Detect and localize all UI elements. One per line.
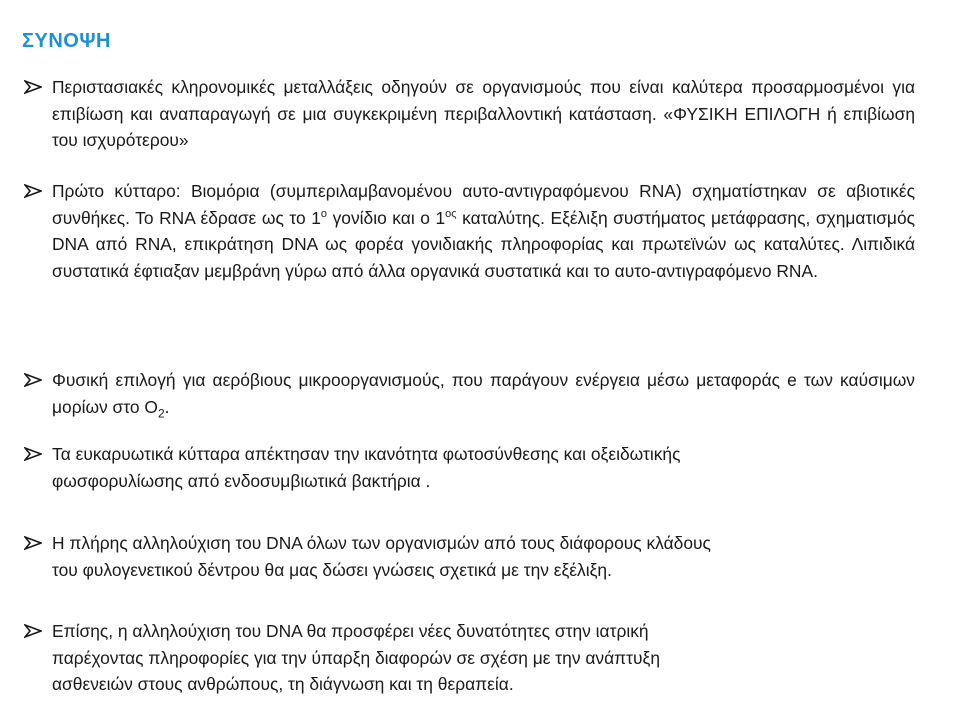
bullet-text-6-line-3: ασθενειών στους ανθρώπους, τη διάγνωση και τη θεραπεία. <box>52 674 514 695</box>
bullet-text-3-part-1: Φυσική επιλογή για αερόβιους μικροοργανισμούς, που παράγουν ενέργεια μέσω μεταφοράς e των καύσιμων μορίων στο O <box>52 370 915 417</box>
subscript-2: 2 <box>157 406 165 421</box>
bullet-item-2 <box>22 178 915 284</box>
bullet-text-6-line-2: παρέχοντας πληροφορίες για την ύπαρξη διαφορών σε σχέση με την ανάπτυξη <box>52 647 661 668</box>
bullet-item-4 <box>22 441 915 494</box>
bullet-text-5-line-1: Η πλήρης αλληλούχιση του DNA όλων των οργανισμών από τους διάφορους κλάδους <box>52 533 711 553</box>
bullet-text-5 <box>52 530 915 583</box>
arrowhead-bullet-icon <box>22 441 52 465</box>
bullet-text-4-line-1: Τα ευκαρυωτικά κύτταρα απέκτησαν την ικανότητα φωτοσύνθεσης και οξειδωτικής <box>52 444 681 464</box>
bullet-text-2-part-3: καταλύτης. Εξέλιξη συστήματος μετάφρασης, σχηματισμός DNA από RNA, επικράτηση DNA ως φορέα γονιδιακής πληροφορίας και πρωτεϊνών ως καταλύτες. Λιπιδικά συστατικά έφτιαξαν μεμβράνη γύρω από άλλα οργανικά συστατικά και το αυτο-αντιγραφόμενο RNA. <box>52 207 916 281</box>
bullet-item-3 <box>22 367 915 420</box>
bullet-text-6-line-1: Επίσης, η αλληλούχιση του DNA θα προσφέρει νέες δυνατότητες στην ιατρική <box>52 621 649 641</box>
bullet-text-2 <box>52 178 915 284</box>
arrowhead-bullet-icon <box>22 618 52 642</box>
bullet-text-3 <box>52 367 915 420</box>
bullet-item-1 <box>22 74 915 154</box>
slide-title: ΣΥΝΟΨΗ <box>22 30 111 52</box>
bullet-text-6 <box>52 618 915 698</box>
bullet-text-3-part-2: . <box>164 396 170 417</box>
bullet-text-2-part-2: γονίδιο και ο 1 <box>327 207 446 228</box>
bullet-text-4-line-2: φωσφορυλίωσης από ενδοσυμβιωτικά βακτήρια . <box>52 470 431 491</box>
bullet-text-1: Περιστασιακές κληρονομικές μεταλλάξεις οδηγούν σε οργανισμούς που είναι καλύτερα προσαρμοσμένοι για επιβίωση και αναπαραγωγή σε μια συγκεκριμένη περιβαλλοντική κατάσταση. «ΦΥΣΙΚΗ ΕΠΙΛΟΓΗ ή επιβίωση του ισχυρότερου» <box>52 77 915 151</box>
arrowhead-bullet-icon <box>22 178 52 202</box>
bullet-text-2-part-1: Πρώτο κύτταρο: Βιομόρια (συμπεριλαμβανομένου αυτο-αντιγραφόμενου RNA) σχηματίστηκαν σε αβιοτικές συνθήκες. Το RNA έδρασε ως το 1 <box>52 181 915 228</box>
bullet-text-5-line-2: του φυλογενετικού δέντρου θα μας δώσει γνώσεις σχετικά με την εξέλιξη. <box>52 559 612 580</box>
bullet-item-6 <box>22 618 915 698</box>
arrowhead-bullet-icon <box>22 367 52 391</box>
bullet-item-5 <box>22 530 915 583</box>
superscript-o: ο <box>320 207 328 220</box>
superscript-os: ος <box>445 207 457 220</box>
arrowhead-bullet-icon <box>22 74 52 98</box>
arrowhead-bullet-icon <box>22 530 52 554</box>
bullet-text-4 <box>52 441 915 494</box>
